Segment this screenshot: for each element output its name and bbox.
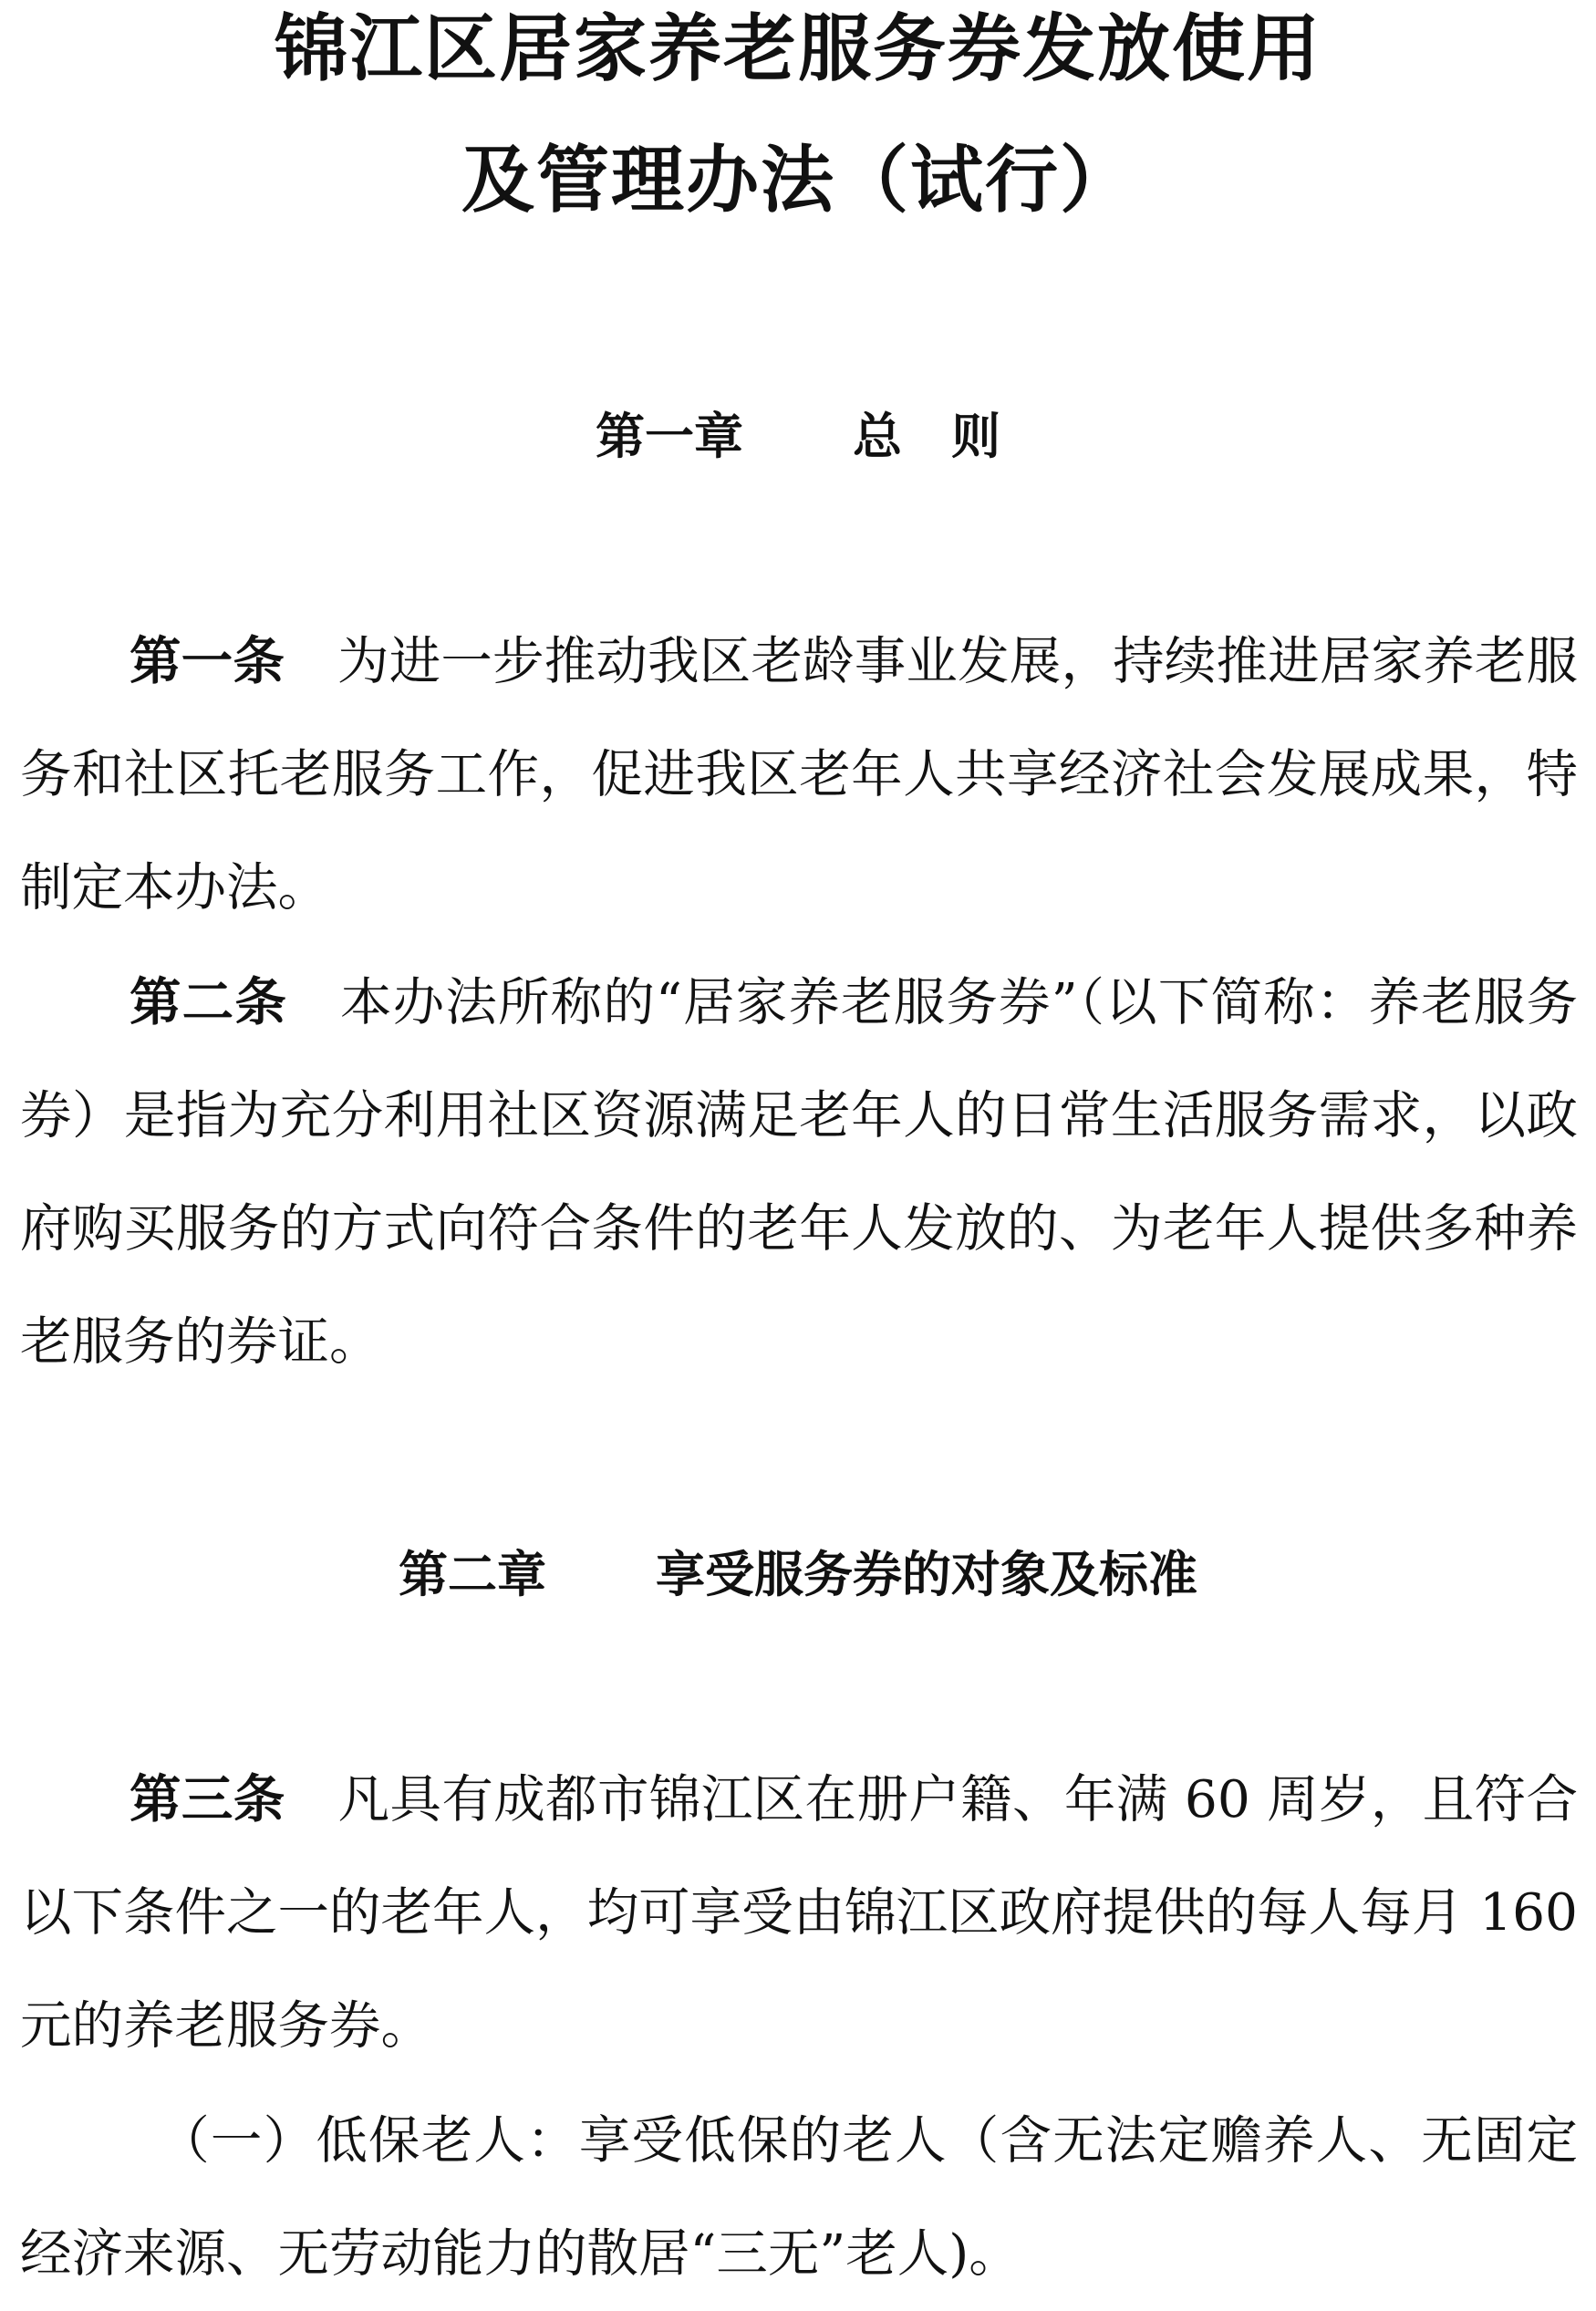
- article-3-text: 凡具有成都市锦江区在册户籍、年满 60 周岁，且符合以下条件之一的老年人，均可享受由锦江区政府提供的每人每月 160 元的养老服务券。: [20, 1770, 1579, 2056]
- article-3-item-1-paragraph: [20, 2085, 1578, 2311]
- article-2-label: 第二条: [130, 973, 287, 1032]
- chapter-1-heading: [0, 405, 1596, 469]
- chapter-2-heading: [0, 1543, 1596, 1607]
- article-1-label: 第一条: [130, 632, 285, 691]
- article-2-paragraph: [20, 947, 1578, 1399]
- article-2-text: 本办法所称的“居家养老服务券”（以下简称：养老服务券）是指为充分利用社区资源满足老年人的日常生活服务需求，以政府购买服务的方式向符合条件的老年人发放的、为老年人提供多种养老服务的券证。: [20, 973, 1578, 1372]
- chapter-2-name: 享受服务券的对象及标准: [656, 1546, 1197, 1603]
- document-title-line-1: 锦江区居家养老服务券发放使用: [275, 6, 1321, 91]
- article-3-label: 第三条: [130, 1770, 285, 1829]
- article-3-paragraph: [20, 1744, 1578, 2083]
- article-1-paragraph: [20, 606, 1578, 945]
- article-3-item-1-text: （一）低保老人：享受低保的老人（含无法定赡养人、无固定经济来源、无劳动能力的散居“三无”老人)。: [20, 2111, 1578, 2284]
- document-title-line-2: 及管理办法（试行）: [461, 138, 1135, 223]
- article-1-text: 为进一步推动我区老龄事业发展，持续推进居家养老服务和社区托老服务工作，促进我区老年人共享经济社会发展成果，特制定本办法。: [20, 632, 1579, 917]
- chapter-2-number: 第二章: [399, 1546, 546, 1603]
- chapter-1-name: 总 则: [853, 408, 1000, 465]
- chapter-1-number: 第一章: [596, 408, 743, 465]
